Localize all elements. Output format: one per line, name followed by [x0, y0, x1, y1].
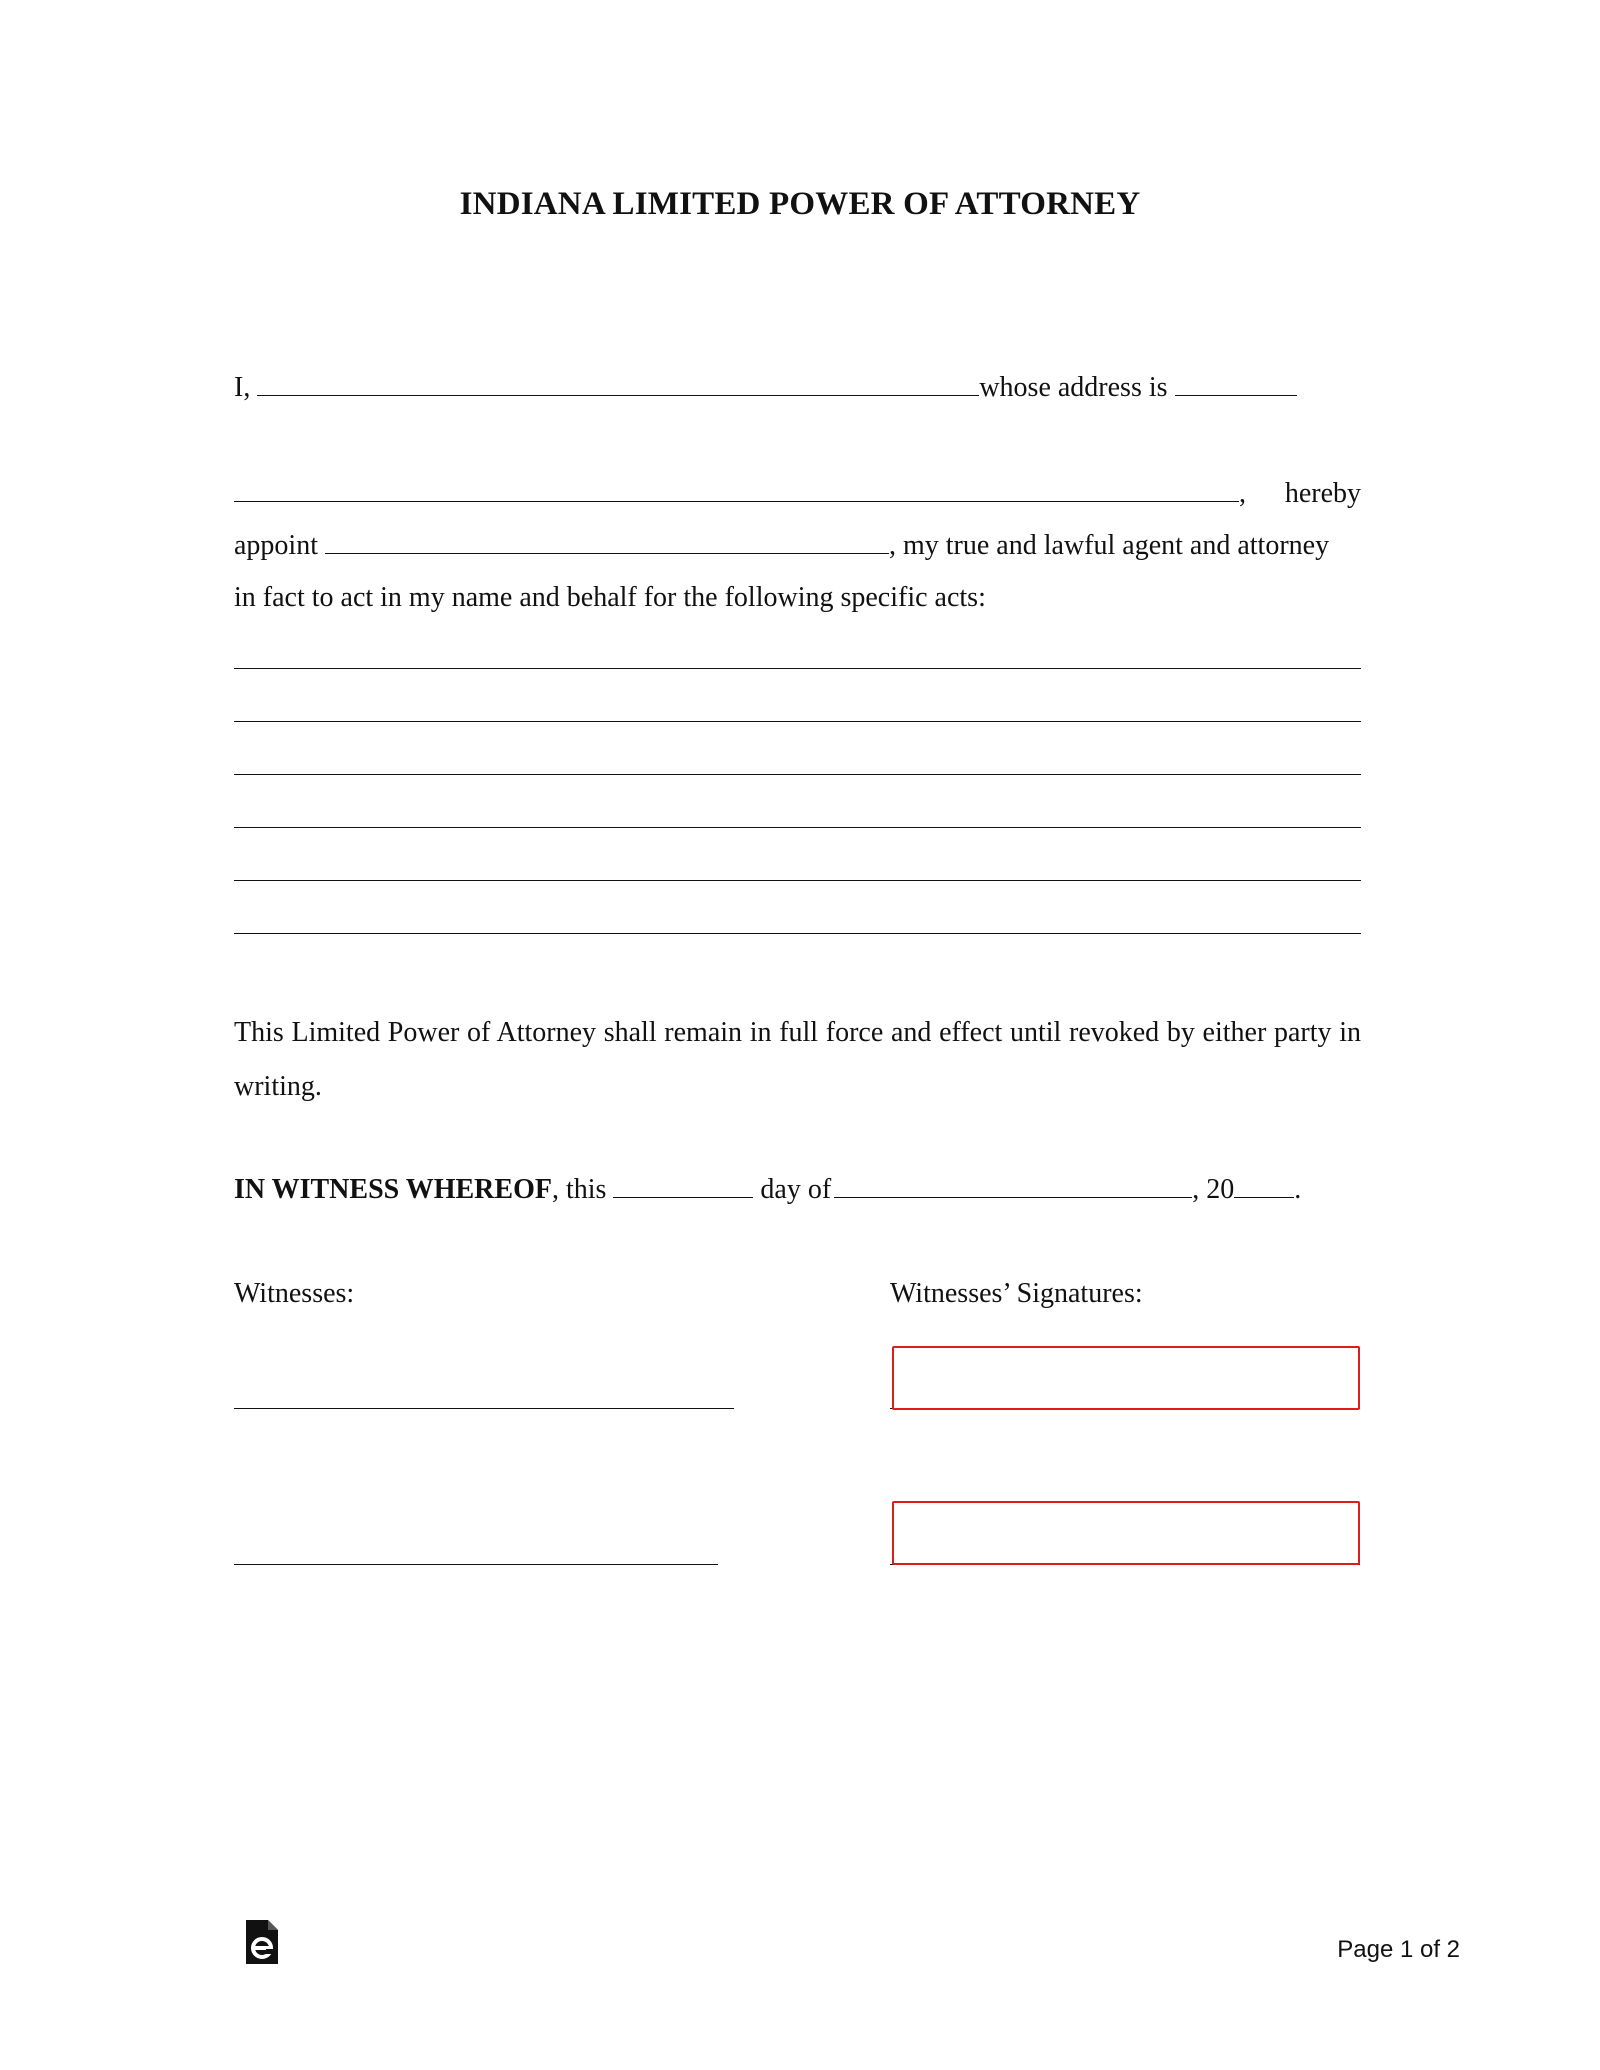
- address-field-start[interactable]: [1175, 369, 1297, 396]
- specific-acts-line-1[interactable]: [234, 668, 1361, 669]
- esign-logo-icon: [244, 1918, 280, 1966]
- witness-1-signature-field[interactable]: [892, 1346, 1360, 1410]
- agent-text: , my true and lawful agent and attorney: [889, 530, 1330, 561]
- month-field[interactable]: [834, 1171, 1192, 1198]
- whose-address-label: whose address is: [979, 372, 1168, 403]
- specific-acts-line-6[interactable]: [234, 933, 1361, 934]
- witness-2-name-line[interactable]: [234, 1564, 718, 1565]
- intro-line-3: [234, 526, 1329, 566]
- intro-line-4: in fact to act in my name and behalf for the following specific acts:: [234, 582, 986, 613]
- intro-line-2: , hereby: [234, 474, 1361, 514]
- day-of-label: day of: [760, 1174, 832, 1205]
- i-label: I,: [234, 372, 251, 403]
- appoint-label: appoint: [234, 530, 318, 561]
- address-field-continued[interactable]: [234, 475, 1239, 502]
- witness-whereof-label: IN WITNESS WHEREOF: [234, 1174, 552, 1205]
- principal-name-field[interactable]: [257, 369, 979, 396]
- witnesses-label: Witnesses:: [234, 1278, 355, 1309]
- specific-acts-line-2[interactable]: [234, 721, 1361, 722]
- witness-clause: IN WITNESS WHEREOF, this day of , 20 .: [234, 1170, 1301, 1210]
- day-field[interactable]: [613, 1171, 753, 1198]
- hereby-label: hereby: [1284, 478, 1361, 509]
- specific-acts-line-3[interactable]: [234, 774, 1361, 775]
- this-label: , this: [551, 1174, 607, 1205]
- witness-1-name-line[interactable]: [234, 1408, 734, 1409]
- intro-line-1: [234, 368, 1297, 408]
- year-field[interactable]: [1234, 1171, 1294, 1198]
- specific-acts-line-4[interactable]: [234, 827, 1361, 828]
- witnesses-signatures-label: Witnesses’ Signatures:: [890, 1278, 1143, 1309]
- year-prefix: , 20: [1192, 1174, 1235, 1205]
- specific-acts-line-5[interactable]: [234, 880, 1361, 881]
- revocation-paragraph: This Limited Power of Attorney shall remain in full force and effect until revoked by either party in writing.: [234, 1017, 1361, 1102]
- witness-2-signature-field[interactable]: [892, 1501, 1360, 1565]
- document-title: INDIANA LIMITED POWER OF ATTORNEY: [459, 186, 1141, 222]
- agent-name-field[interactable]: [325, 527, 889, 554]
- page-number: Page 1 of 2: [1337, 1936, 1460, 1963]
